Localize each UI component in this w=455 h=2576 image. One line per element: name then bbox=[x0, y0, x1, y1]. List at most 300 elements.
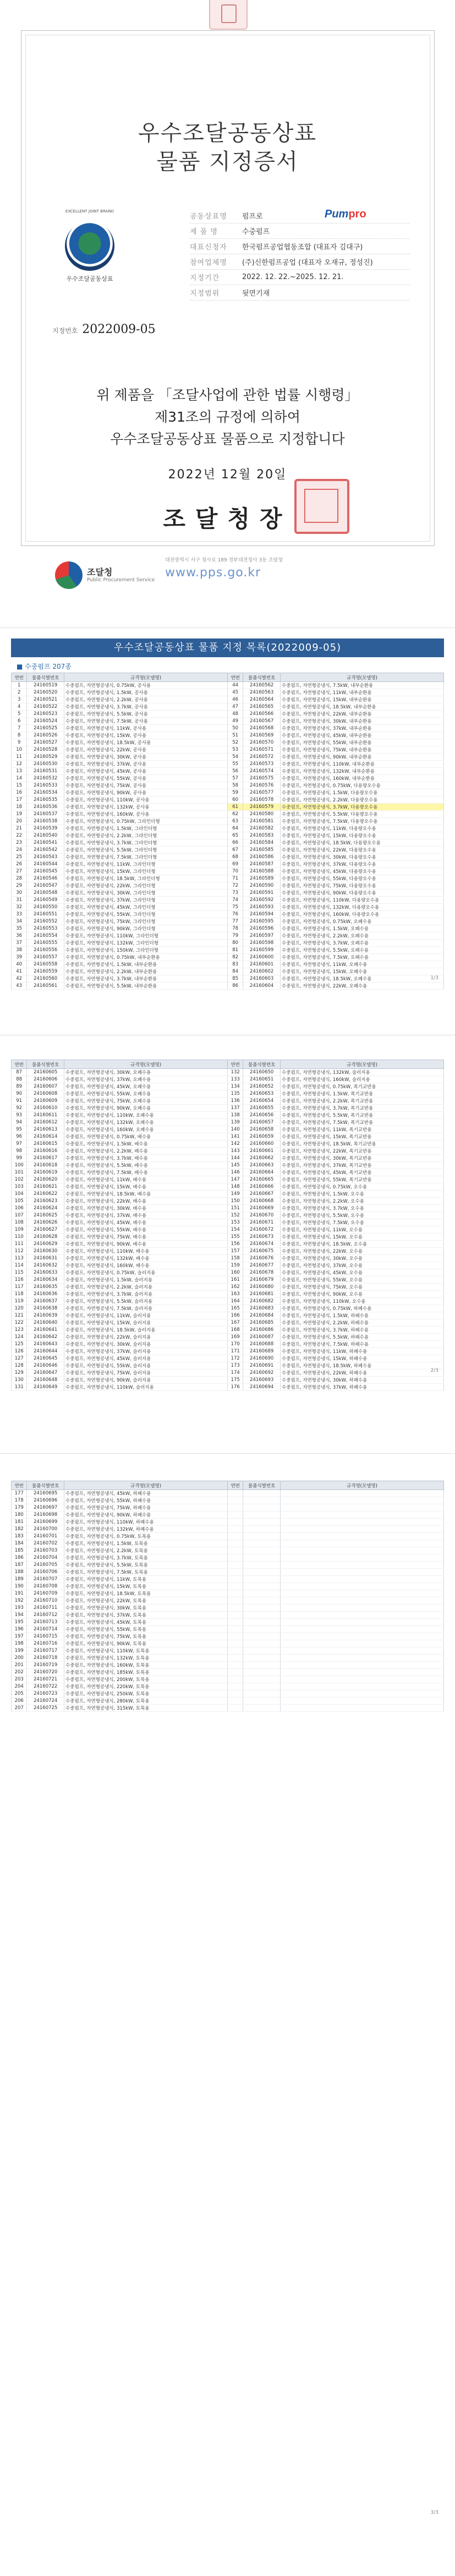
item-spec: 수중펌프, 자연형공냉식, 37kW, 하폐수용 bbox=[281, 1384, 444, 1391]
table-row bbox=[12, 703, 444, 711]
item-spec: 수중펌프, 자연형공냉식, 2.2kW, 슬러지용 bbox=[64, 1284, 228, 1291]
row-index: 151 bbox=[227, 1205, 243, 1212]
item-id: 24160649 bbox=[27, 1384, 64, 1391]
item-spec bbox=[281, 1669, 444, 1676]
row-index: 197 bbox=[12, 1633, 27, 1640]
info-row bbox=[190, 270, 410, 285]
item-id bbox=[243, 1655, 281, 1662]
item-spec: 수중펌프, 자연형공냉식, 15kW, 하폐수용 bbox=[281, 1355, 444, 1362]
item-id: 24160635 bbox=[27, 1284, 64, 1291]
item-spec: 수중펌프, 자연형공냉식, 30kW, 슬러지용 bbox=[64, 1341, 228, 1348]
item-spec: 수중펌프, 자연형공냉식, 160kW, 다용량오수용 bbox=[281, 911, 444, 918]
item-id: 24160526 bbox=[27, 732, 64, 739]
table-row bbox=[12, 932, 444, 940]
item-id: 24160606 bbox=[27, 1076, 64, 1083]
item-spec: 수중펌프, 자연형공냉식, 45kW, 내부순환용 bbox=[281, 732, 444, 739]
item-spec: 수중펌프, 자연형공냉식, 160kW, 슬러지용 bbox=[281, 1076, 444, 1083]
row-index: 51 bbox=[227, 732, 243, 739]
item-spec: 수중펌프, 자연형공냉식, 90kW, 토목용 bbox=[64, 1640, 228, 1647]
item-spec bbox=[281, 1562, 444, 1569]
item-spec: 수중펌프, 자연형공냉식, 18.5kW, 내부순환용 bbox=[281, 703, 444, 711]
item-spec: 수중펌프, 자연형공냉식, 2.2kW, 하폐수용 bbox=[281, 1319, 444, 1327]
item-spec: 수중펌프, 자연형공냉식, 132kW, 오폐수용 bbox=[64, 1119, 228, 1126]
item-id: 24160621 bbox=[27, 1183, 64, 1191]
item-id bbox=[243, 1604, 281, 1612]
table-row bbox=[12, 811, 444, 818]
table-row bbox=[12, 1497, 444, 1504]
row-index: 205 bbox=[12, 1690, 27, 1698]
item-id: 24160532 bbox=[27, 775, 64, 782]
row-index: 189 bbox=[12, 1576, 27, 1583]
row-index: 31 bbox=[12, 897, 27, 904]
row-index: 108 bbox=[12, 1219, 27, 1226]
row-index: 196 bbox=[12, 1626, 27, 1633]
item-id: 24160609 bbox=[27, 1098, 64, 1105]
row-index: 67 bbox=[227, 847, 243, 854]
row-index: 66 bbox=[227, 839, 243, 847]
table-row bbox=[12, 961, 444, 968]
item-spec: 수중펌프, 자연형공냉식, 30kW, 오폐수용 bbox=[64, 1069, 228, 1076]
row-index: 110 bbox=[12, 1234, 27, 1241]
item-spec: 수중펌프, 자연형공냉식, 55kW, 그라인더형 bbox=[64, 911, 228, 918]
row-index: 171 bbox=[227, 1348, 243, 1355]
item-spec bbox=[281, 1662, 444, 1669]
item-id: 24160572 bbox=[243, 754, 281, 761]
column-header: 연번 bbox=[227, 1481, 243, 1490]
table-row bbox=[12, 1090, 444, 1098]
item-id bbox=[243, 1490, 281, 1497]
table-row bbox=[12, 682, 444, 689]
row-index: 55 bbox=[227, 761, 243, 768]
table-row bbox=[12, 1140, 444, 1148]
item-id: 24160557 bbox=[27, 954, 64, 961]
item-spec: 수중펌프, 자연형공냉식, 45kW, 오폐수용 bbox=[64, 1083, 228, 1090]
item-id: 24160665 bbox=[243, 1176, 281, 1183]
table-row bbox=[12, 1597, 444, 1604]
item-id: 24160684 bbox=[243, 1312, 281, 1319]
item-id: 24160706 bbox=[27, 1569, 64, 1576]
item-spec: 수중펌프, 자연형공냉식, 90kW, 다용량오수용 bbox=[281, 889, 444, 897]
item-id: 24160699 bbox=[27, 1519, 64, 1526]
item-spec bbox=[281, 1519, 444, 1526]
item-spec: 수중펌프, 자연형공냉식, 11kW, 내부순환용 bbox=[281, 689, 444, 696]
issue-date: 2022년 12월 20일 bbox=[168, 468, 287, 482]
item-id: 24160543 bbox=[27, 854, 64, 861]
item-id: 24160560 bbox=[27, 975, 64, 983]
item-spec: 수중펌프, 자연형공냉식, 55kW, 하폐수용 bbox=[64, 1497, 228, 1504]
item-spec: 수중펌프, 자연형공냉식, 1.5kW, 배수용 bbox=[64, 1140, 228, 1148]
row-index: 6 bbox=[12, 718, 27, 725]
row-index: 19 bbox=[12, 811, 27, 818]
item-spec: 수중펌프, 자연형공냉식, 5.5kW, 다용량오수용 bbox=[281, 811, 444, 818]
item-id: 24160683 bbox=[243, 1305, 281, 1312]
item-id: 24160614 bbox=[27, 1133, 64, 1140]
row-index: 120 bbox=[12, 1305, 27, 1312]
row-index: 93 bbox=[12, 1112, 27, 1119]
item-id: 24160673 bbox=[243, 1234, 281, 1241]
item-spec: 수중펌프, 자연형공냉식, 3.7kW, 배수용 bbox=[64, 1155, 228, 1162]
row-index: 50 bbox=[227, 725, 243, 732]
row-index: 114 bbox=[12, 1262, 27, 1269]
table-row bbox=[12, 782, 444, 789]
item-spec: 수중펌프, 자연형공냉식, 22kW, 배수용 bbox=[64, 1198, 228, 1205]
row-index: 195 bbox=[12, 1619, 27, 1626]
item-spec: 수중펌프, 자연형공냉식, 5.5kW, 그라인더형 bbox=[64, 847, 228, 854]
table-row bbox=[12, 832, 444, 839]
table-row bbox=[12, 768, 444, 775]
item-id: 24160645 bbox=[27, 1355, 64, 1362]
item-id: 24160688 bbox=[243, 1341, 281, 1348]
item-id: 24160687 bbox=[243, 1334, 281, 1341]
row-index: 133 bbox=[227, 1076, 243, 1083]
row-index bbox=[227, 1655, 243, 1662]
row-index: 23 bbox=[12, 839, 27, 847]
item-id: 24160568 bbox=[243, 725, 281, 732]
row-index: 69 bbox=[227, 861, 243, 868]
item-spec: 수중펌프, 자연형공냉식, 11kW, 토목용 bbox=[64, 1576, 228, 1583]
certificate-page bbox=[0, 0, 455, 561]
item-id: 24160523 bbox=[27, 711, 64, 718]
table-row bbox=[12, 1705, 444, 1712]
table-row bbox=[12, 1234, 444, 1241]
row-index: 149 bbox=[227, 1191, 243, 1198]
row-index bbox=[227, 1633, 243, 1640]
item-id bbox=[243, 1647, 281, 1655]
item-id: 24160685 bbox=[243, 1319, 281, 1327]
item-spec: 수중펌프, 자연형공냉식, 3.7kW, 토목용 bbox=[64, 1554, 228, 1562]
item-id: 24160705 bbox=[27, 1562, 64, 1569]
item-spec: 수중펌프, 자연형공냉식, 1.5kW, 하폐수용 bbox=[281, 1312, 444, 1319]
row-index: 202 bbox=[12, 1669, 27, 1676]
item-id bbox=[243, 1640, 281, 1647]
item-id: 24160566 bbox=[243, 711, 281, 718]
item-spec: 수중펌프, 자연형공냉식, 22kW, 내부순환용 bbox=[281, 711, 444, 718]
row-index bbox=[227, 1490, 243, 1497]
item-spec: 수중펌프, 자연형공냉식, 55kW, 다용량오수용 bbox=[281, 875, 444, 882]
item-id bbox=[243, 1497, 281, 1504]
item-spec: 수중펌프, 자연형공냉식, 160kW, 공사용 bbox=[64, 811, 228, 818]
item-id: 24160725 bbox=[27, 1705, 64, 1712]
item-spec: 수중펌프, 자연형공냉식, 3.7kW, 공사용 bbox=[64, 703, 228, 711]
item-spec: 수중펌프, 자연형공냉식, 2.2kW, 다용량오수용 bbox=[281, 796, 444, 804]
row-index: 193 bbox=[12, 1604, 27, 1612]
item-spec: 수중펌프, 자연형공냉식, 110kW, 오폐수용 bbox=[64, 1112, 228, 1119]
item-spec: 수중펌프, 자연형공냉식, 1.5kW, 공사용 bbox=[64, 689, 228, 696]
row-index: 192 bbox=[12, 1597, 27, 1604]
table-row bbox=[12, 1348, 444, 1355]
item-id: 24160519 bbox=[27, 682, 64, 689]
table-row bbox=[12, 1291, 444, 1298]
item-spec: 수중펌프, 자연형공냉식, 45kW, 다용량오수용 bbox=[281, 868, 444, 875]
item-spec: 수중펌프, 자연형공냉식, 18.5kW, 다용량오수용 bbox=[281, 839, 444, 847]
table-row bbox=[12, 1576, 444, 1583]
emblem-caption: 우수조달공동상표 bbox=[66, 275, 113, 282]
item-id: 24160651 bbox=[243, 1076, 281, 1083]
item-spec bbox=[281, 1533, 444, 1540]
table-row bbox=[12, 796, 444, 804]
item-spec: 수중펌프, 자연형공냉식, 5.5kW, 오폐수용 bbox=[281, 947, 444, 954]
item-spec: 수중펌프, 자연형공냉식, 3.7kW, 슬러지용 bbox=[64, 1291, 228, 1298]
row-index bbox=[227, 1583, 243, 1590]
row-index: 88 bbox=[12, 1076, 27, 1083]
item-id: 24160599 bbox=[243, 947, 281, 954]
official-seal bbox=[294, 479, 349, 534]
table-row bbox=[12, 1526, 444, 1533]
item-id: 24160640 bbox=[27, 1319, 64, 1327]
row-index: 61 bbox=[227, 804, 243, 811]
table-row bbox=[12, 1176, 444, 1183]
row-index: 1 bbox=[12, 682, 27, 689]
item-spec: 수중펌프, 자연형공냉식, 18.5kW, 오수용 bbox=[281, 1241, 444, 1248]
table-row bbox=[12, 1312, 444, 1319]
item-spec: 수중펌프, 자연형공냉식, 11kW, 배수용 bbox=[64, 1176, 228, 1183]
item-spec: 수중펌프, 자연형공냉식, 18.5kW, 폭기교반용 bbox=[281, 1140, 444, 1148]
item-spec: 수중펌프, 자연형공냉식, 11kW, 오폐수용 bbox=[281, 961, 444, 968]
row-index: 135 bbox=[227, 1090, 243, 1098]
item-id: 24160615 bbox=[27, 1140, 64, 1148]
row-index: 99 bbox=[12, 1155, 27, 1162]
row-index: 185 bbox=[12, 1547, 27, 1554]
table-row bbox=[12, 911, 444, 918]
info-label: 공동상표명 bbox=[190, 212, 227, 221]
row-index: 8 bbox=[12, 732, 27, 739]
item-id: 24160547 bbox=[27, 882, 64, 889]
column-header: 물품식별번호 bbox=[243, 1060, 281, 1069]
table-row bbox=[12, 1490, 444, 1497]
row-index: 36 bbox=[12, 932, 27, 940]
row-index: 13 bbox=[12, 768, 27, 775]
row-index: 46 bbox=[227, 696, 243, 703]
row-index: 124 bbox=[12, 1334, 27, 1341]
row-index: 118 bbox=[12, 1291, 27, 1298]
column-header: 규격명(모델명) bbox=[281, 673, 444, 682]
item-id: 24160682 bbox=[243, 1298, 281, 1305]
item-id: 24160659 bbox=[243, 1133, 281, 1140]
row-index: 125 bbox=[12, 1341, 27, 1348]
pumpro-logo: Pumpro bbox=[325, 208, 366, 220]
column-header: 물품식별번호 bbox=[27, 673, 64, 682]
item-spec: 수중펌프, 자연형공냉식, 132kW, 공사용 bbox=[64, 804, 228, 811]
info-value: 뒷면기재 bbox=[242, 290, 270, 298]
column-header: 연번 bbox=[227, 673, 243, 682]
row-index: 139 bbox=[227, 1119, 243, 1126]
item-spec bbox=[281, 1640, 444, 1647]
item-id bbox=[243, 1504, 281, 1511]
row-index: 191 bbox=[12, 1590, 27, 1597]
item-id: 24160689 bbox=[243, 1348, 281, 1355]
product-table-grid bbox=[11, 1481, 444, 1712]
row-index: 203 bbox=[12, 1676, 27, 1683]
row-index: 104 bbox=[12, 1191, 27, 1198]
item-spec: 수중펌프, 자연형공냉식, 90kW, 슬러지용 bbox=[64, 1377, 228, 1384]
item-spec: 수중펌프, 자연형공냉식, 30kW, 공사용 bbox=[64, 754, 228, 761]
item-id: 24160584 bbox=[243, 839, 281, 847]
item-spec: 수중펌프, 자연형공냉식, 15kW, 토목용 bbox=[64, 1583, 228, 1590]
item-id: 24160580 bbox=[243, 811, 281, 818]
table-row bbox=[12, 1284, 444, 1291]
table-row bbox=[12, 1162, 444, 1169]
row-index: 59 bbox=[227, 789, 243, 796]
item-id: 24160625 bbox=[27, 1212, 64, 1219]
item-id: 24160708 bbox=[27, 1583, 64, 1590]
row-index: 141 bbox=[227, 1133, 243, 1140]
item-id: 24160620 bbox=[27, 1176, 64, 1183]
item-id: 24160603 bbox=[243, 975, 281, 983]
row-index: 7 bbox=[12, 725, 27, 732]
item-spec bbox=[281, 1676, 444, 1683]
item-id: 24160710 bbox=[27, 1597, 64, 1604]
item-id: 24160602 bbox=[243, 968, 281, 975]
row-index: 198 bbox=[12, 1640, 27, 1647]
row-index bbox=[227, 1526, 243, 1533]
item-spec: 수중펌프, 자연형공냉식, 37kW, 다용량오수용 bbox=[281, 861, 444, 868]
item-id: 24160617 bbox=[27, 1155, 64, 1162]
item-id: 24160713 bbox=[27, 1619, 64, 1626]
item-spec: 수중펌프, 자연형공냉식, 110kW, 토목용 bbox=[64, 1647, 228, 1655]
item-id: 24160704 bbox=[27, 1554, 64, 1562]
item-id: 24160605 bbox=[27, 1069, 64, 1076]
item-spec: 수중펌프, 자연형공냉식, 2.2kW, 오폐수용 bbox=[281, 932, 444, 940]
row-index: 17 bbox=[12, 796, 27, 804]
item-spec: 수중펌프, 자연형공냉식, 37kW, 내부순환용 bbox=[281, 725, 444, 732]
row-index: 122 bbox=[12, 1319, 27, 1327]
item-id: 24160588 bbox=[243, 868, 281, 875]
row-index: 43 bbox=[12, 983, 27, 990]
item-id: 24160597 bbox=[243, 932, 281, 940]
item-spec bbox=[281, 1490, 444, 1497]
item-spec: 수중펌프, 자연형공냉식, 132kW, 다용량오수용 bbox=[281, 904, 444, 911]
table-row bbox=[12, 968, 444, 975]
issuing-agency: 조달청장 bbox=[163, 505, 292, 532]
item-id: 24160714 bbox=[27, 1626, 64, 1633]
item-spec: 수중펌프, 자연형공냉식, 18.5kW, 배수용 bbox=[64, 1191, 228, 1198]
item-spec: 수중펌프, 자연형공냉식, 2.2kW, 폭기교반용 bbox=[281, 1098, 444, 1105]
row-index: 71 bbox=[227, 875, 243, 882]
row-index: 2 bbox=[12, 689, 27, 696]
page-number: 2/3 bbox=[430, 1368, 438, 1373]
row-index: 170 bbox=[227, 1341, 243, 1348]
item-id: 24160681 bbox=[243, 1291, 281, 1298]
row-index: 11 bbox=[12, 754, 27, 761]
item-spec: 수중펌프, 자연형공냉식, 220kW, 토목용 bbox=[64, 1683, 228, 1690]
item-id: 24160551 bbox=[27, 911, 64, 918]
row-index: 52 bbox=[227, 739, 243, 746]
info-row bbox=[190, 254, 410, 270]
item-spec: 수중펌프, 자연형공냉식, 7.5kW, 배수용 bbox=[64, 1169, 228, 1176]
item-id: 24160525 bbox=[27, 725, 64, 732]
item-id: 24160629 bbox=[27, 1241, 64, 1248]
item-spec: 수중펌프, 자연형공냉식, 18.5kW, 슬러지용 bbox=[64, 1327, 228, 1334]
item-id: 24160660 bbox=[243, 1140, 281, 1148]
row-index: 91 bbox=[12, 1098, 27, 1105]
item-spec: 수중펌프, 자연형공냉식, 22kW, 다용량오수용 bbox=[281, 847, 444, 854]
table-row bbox=[12, 854, 444, 861]
row-index bbox=[227, 1669, 243, 1676]
row-index: 137 bbox=[227, 1105, 243, 1112]
item-spec: 수중펌프, 자연형공냉식, 30kW, 토목용 bbox=[64, 1604, 228, 1612]
row-index: 147 bbox=[227, 1176, 243, 1183]
table-row bbox=[12, 1255, 444, 1262]
item-id: 24160583 bbox=[243, 832, 281, 839]
item-spec: 수중펌프, 자연형공냉식, 2.2kW, 그라인더형 bbox=[64, 832, 228, 839]
item-spec: 수중펌프, 자연형공냉식, 55kW, 폭기교반용 bbox=[281, 1176, 444, 1183]
row-index: 123 bbox=[12, 1327, 27, 1334]
column-header: 물품식별번호 bbox=[243, 673, 281, 682]
item-spec: 수중펌프, 자연형공냉식, 1.5kW, 내부순환용 bbox=[64, 961, 228, 968]
item-id: 24160581 bbox=[243, 818, 281, 825]
table-row bbox=[12, 789, 444, 796]
item-spec: 수중펌프, 자연형공냉식, 160kW, 토목용 bbox=[64, 1662, 228, 1669]
item-id: 24160579 bbox=[243, 804, 281, 811]
info-value: 펌프로 bbox=[242, 212, 263, 221]
table-row bbox=[12, 882, 444, 889]
row-index: 177 bbox=[12, 1490, 27, 1497]
item-spec: 수중펌프, 자연형공냉식, 30kW, 하폐수용 bbox=[281, 1377, 444, 1384]
table-row bbox=[12, 1219, 444, 1226]
row-index: 184 bbox=[12, 1540, 27, 1547]
row-index bbox=[227, 1619, 243, 1626]
item-spec: 수중펌프, 자연형공냉식, 0.75kW, 내부순환용 bbox=[64, 954, 228, 961]
row-index: 178 bbox=[12, 1497, 27, 1504]
item-id bbox=[243, 1511, 281, 1519]
statement-line-3: 우수조달공동상표 물품으로 지정합니다 bbox=[110, 431, 345, 447]
row-index: 16 bbox=[12, 789, 27, 796]
item-spec: 수중펌프, 자연형공냉식, 0.75kW, 배수용 bbox=[64, 1133, 228, 1140]
row-index: 26 bbox=[12, 861, 27, 868]
item-spec: 수중펌프, 자연형공냉식, 110kW, 다용량오수용 bbox=[281, 897, 444, 904]
table-row bbox=[12, 1183, 444, 1191]
row-index: 77 bbox=[227, 918, 243, 925]
row-index: 204 bbox=[12, 1683, 27, 1690]
item-id: 24160720 bbox=[27, 1669, 64, 1676]
statement-line-2: 제31조의 규정에 의하여 bbox=[154, 409, 301, 425]
certificate-number-label: 지정번호 bbox=[52, 327, 78, 335]
item-spec: 수중펌프, 자연형공냉식, 37kW, 공사용 bbox=[64, 761, 228, 768]
item-id: 24160549 bbox=[27, 897, 64, 904]
table-row bbox=[12, 1612, 444, 1619]
row-index: 35 bbox=[12, 925, 27, 932]
item-spec: 수중펌프, 자연형공냉식, 2.2kW, 오수용 bbox=[281, 1198, 444, 1205]
item-id bbox=[243, 1554, 281, 1562]
item-spec: 수중펌프, 자연형공냉식, 7.5kW, 슬러지용 bbox=[64, 1305, 228, 1312]
item-spec bbox=[281, 1683, 444, 1690]
table-row bbox=[12, 1191, 444, 1198]
table-row bbox=[12, 1690, 444, 1698]
item-spec: 수중펌프, 자연형공냉식, 90kW, 오폐수용 bbox=[64, 1105, 228, 1112]
row-index: 5 bbox=[12, 711, 27, 718]
item-spec: 수중펌프, 자연형공냉식, 15kW, 다용량오수용 bbox=[281, 832, 444, 839]
row-index: 169 bbox=[227, 1334, 243, 1341]
page-separator bbox=[0, 1453, 455, 1454]
row-index: 206 bbox=[12, 1698, 27, 1705]
item-id bbox=[243, 1576, 281, 1583]
table-row bbox=[12, 1298, 444, 1305]
item-id bbox=[243, 1683, 281, 1690]
row-index: 174 bbox=[227, 1369, 243, 1377]
item-spec bbox=[281, 1569, 444, 1576]
row-index bbox=[227, 1640, 243, 1647]
item-spec: 수중펌프, 자연형공냉식, 1.5kW, 토목용 bbox=[64, 1540, 228, 1547]
item-spec bbox=[281, 1647, 444, 1655]
item-spec: 수중펌프, 자연형공냉식, 55kW, 공사용 bbox=[64, 775, 228, 782]
row-index: 168 bbox=[227, 1327, 243, 1334]
item-id: 24160582 bbox=[243, 825, 281, 832]
row-index: 129 bbox=[12, 1369, 27, 1377]
product-table bbox=[11, 673, 444, 990]
item-spec bbox=[281, 1576, 444, 1583]
item-id bbox=[243, 1698, 281, 1705]
info-row bbox=[190, 239, 410, 254]
